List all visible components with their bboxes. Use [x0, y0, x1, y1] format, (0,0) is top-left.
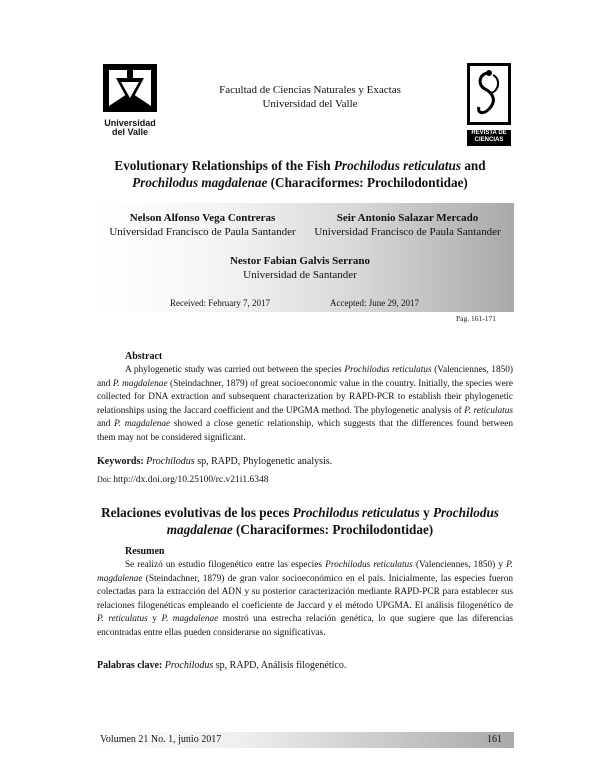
title-text: Evolutionary Relationships of the Fish: [114, 158, 334, 173]
title-species: Prochilodus: [432, 505, 499, 520]
abstract-text: A phylogenetic study was carried out between the species: [125, 365, 345, 375]
universidad-del-valle-logo: [103, 64, 157, 138]
doi-link[interactable]: http://dx.doi.org/10.25100/rc.v21i1.6348: [113, 475, 269, 485]
resumen-text: y: [147, 614, 162, 625]
species-name: P. magdalenae: [114, 419, 171, 430]
title-text: (Characiformes: Prochilodontidae): [232, 522, 434, 537]
palabras-clave: [97, 660, 346, 671]
logo-rc-line1: REVISTA DE: [471, 130, 507, 136]
palabras-text: sp, RAPD, Análisis filogenético.: [213, 660, 347, 671]
revista-de-ciencias-logo: [467, 63, 511, 141]
palabras-genus: Prochilodus: [164, 660, 214, 671]
author-name: Nestor Fabian Galvis Serrano: [229, 255, 371, 267]
resumen-text: (Steindachner, 1879) de gran valor socioeconómico en el país. Inicialmente, las especies fueron colectadas para la extracción del ADN y su posterior caracterización mediante RAPD-PCR para establecer sus relaciones filogenéticas empleando el coeficiente de Jaccard y el método UPGMA. El análisis filogenético de: [97, 573, 513, 611]
doi-label: Doi:: [97, 475, 114, 484]
faculty-header: [160, 83, 460, 111]
resumen-text: Se realizó un estudio filogenético entre las especies: [125, 560, 326, 570]
keywords-label: Keywords:: [97, 456, 147, 467]
species-name: P. reticulatus: [464, 405, 513, 416]
title-text: and: [461, 158, 486, 173]
abstract-text: and: [97, 419, 115, 430]
university-name: Universidad del Valle: [262, 98, 358, 110]
author-affiliation: Universidad de Santander: [243, 269, 357, 281]
keyword-genus: Prochilodus: [146, 456, 195, 467]
author-name: Nelson Alfonso Vega Contreras: [129, 212, 276, 224]
footer-page-number: 161: [487, 734, 502, 745]
species-name: P. magdalenae: [97, 560, 513, 584]
abstract-heading: Abstract: [125, 351, 163, 362]
resumen-heading: Resumen: [125, 546, 165, 557]
keywords: [97, 456, 332, 467]
article-title-en: [90, 157, 510, 191]
faculty-name: Facultad de Ciencias Naturales y Exactas: [219, 84, 401, 96]
title-species: Prochilodus reticulatus: [333, 158, 462, 173]
author-name: Seir Antonio Salazar Mercado: [336, 212, 479, 224]
logo-text-line2: del Valle: [111, 127, 149, 137]
title-species: Prochilodus reticulatus: [292, 505, 420, 520]
logo-text-line1: Universidad: [104, 118, 156, 128]
author-2: [305, 212, 510, 239]
species-name: Prochilodus reticulatus: [325, 560, 413, 570]
footer-volume: Volumen 21 No. 1, junio 2017: [100, 734, 222, 745]
author-affiliation: Universidad Francisco de Paula Santander: [314, 226, 501, 238]
doi: [97, 475, 269, 485]
abstract-text: (Valenciennes, 1850) and: [97, 365, 514, 389]
title-text: (Characiformes: Prochilodontidae): [267, 175, 468, 190]
resumen-text: mostró una estrecha relación genética, lo que sugiere que las diferencias encontradas entre ellas pueden considerarse no significativas.: [97, 614, 513, 638]
species-name: P. magdalenae: [112, 378, 168, 389]
page-range: Pag. 161-171: [456, 314, 496, 323]
title-text: Relaciones evolutivas de los peces: [101, 505, 293, 520]
author-3: [200, 255, 400, 282]
resumen-body: [97, 559, 513, 641]
palabras-label: Palabras clave:: [97, 660, 165, 671]
resumen-text: (Valenciennes, 1850) y: [412, 560, 507, 570]
article-title-es: [90, 504, 510, 538]
accepted-date: Accepted: June 29, 2017: [330, 298, 419, 308]
species-name: P. magdalenae: [161, 614, 219, 625]
species-name: P. reticulatus: [97, 614, 148, 625]
species-name: Prochilodus reticulatus: [344, 365, 432, 375]
keywords-text: sp, RAPD, Phylogenetic analysis.: [194, 456, 333, 467]
title-species: Prochilodus magdalenae: [132, 175, 268, 190]
logo-rc-line2: CIENCIAS: [474, 137, 504, 143]
author-1: [105, 212, 300, 239]
received-date: Received: February 7, 2017: [170, 298, 270, 308]
author-affiliation: Universidad Francisco de Paula Santander: [109, 226, 296, 238]
title-text: y: [419, 505, 433, 520]
abstract-text: showed a close genetic relationship, which suggests that the differences found between them may not be considered significant.: [97, 419, 513, 443]
title-species: magdalenae: [166, 522, 233, 537]
abstract-body: [97, 364, 513, 446]
abstract-text: (Steindachner, 1879) of great socioeconomic value in the country. Initially, the species were collected for DNA extraction and subsequent characterization by RAPD-PCR to establish their phylogenetic relationships using the Jaccard coefficient and the UPGMA method. The phylogenetic analysis of: [97, 378, 513, 416]
